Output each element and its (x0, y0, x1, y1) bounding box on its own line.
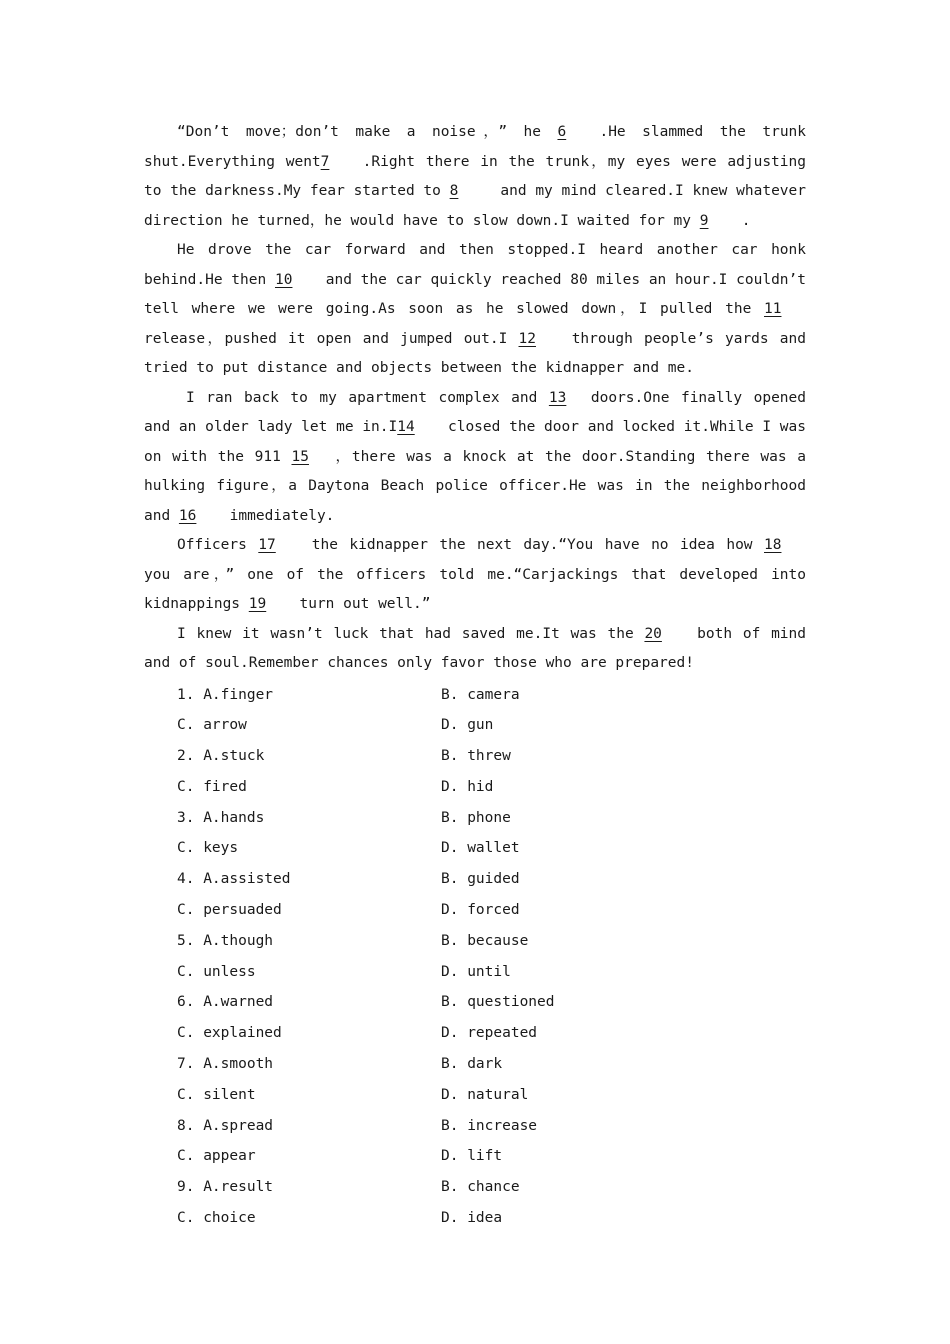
passage-text: turn out well.” (290, 596, 431, 612)
option-left: C. arrow (177, 717, 247, 734)
option-left: C. choice (177, 1210, 256, 1227)
cloze-passage (144, 118, 806, 679)
passage-text: through people’s yards and tried to put distance and objects between the kidnapper and me. (144, 330, 806, 376)
option-left: 7. A.smooth (177, 1056, 274, 1073)
option-row (144, 1172, 806, 1203)
blank-number: 6 (557, 124, 567, 140)
passage-text: .He slammed the trunk shut.Everything went (144, 124, 807, 170)
option-right: D. idea (441, 1210, 503, 1227)
option-left: C. appear (177, 1148, 256, 1165)
option-row (144, 1049, 806, 1080)
passage-text: release，pushed it open and jumped out.I (144, 330, 519, 347)
option-right: D. gun (441, 717, 494, 734)
option-left: 4. A.assisted (177, 871, 291, 888)
option-row (144, 680, 806, 711)
option-row (144, 864, 806, 895)
option-row (144, 1018, 806, 1049)
passage-text: . (741, 212, 751, 229)
option-left: 3. A.hands (177, 809, 265, 826)
passage-paragraph (144, 384, 806, 532)
option-row (144, 741, 806, 772)
blank-number: 12 (518, 330, 536, 347)
option-right: D. hid (441, 778, 494, 795)
blank-number: 14 (397, 419, 415, 435)
blank-number: 13 (548, 389, 567, 406)
passage-paragraph (144, 531, 806, 620)
option-row (144, 957, 806, 988)
option-right: B. threw (441, 748, 511, 765)
passage-text: both of mind and of soul.Remember chances only favor those who are prepared! (144, 625, 806, 671)
option-row (144, 833, 806, 864)
option-left: C. unless (177, 963, 256, 980)
blank-number: 16 (178, 507, 197, 524)
passage-text: immediately. (220, 507, 335, 524)
blank-number: 10 (274, 271, 293, 288)
blank-number: 11 (764, 301, 782, 317)
option-left: 2. A.stuck (177, 748, 265, 765)
blank-number: 8 (449, 183, 459, 199)
passage-text: “Don’t move；don’t make a noise，” he (177, 124, 558, 140)
option-left: C. persuaded (177, 902, 282, 919)
passage-text: doors.One finally opened and an older lady let me in.I (144, 389, 806, 435)
option-right: B. camera (441, 686, 520, 703)
passage-text: ，there was a knock at the door.Standing there was a hulking figure，a Daytona Beach police officer.He was in the neighborhood and (144, 448, 806, 524)
option-right: D. repeated (441, 1025, 538, 1042)
option-row (144, 710, 806, 741)
option-row (144, 926, 806, 957)
option-row (144, 803, 806, 834)
option-left: C. silent (177, 1086, 256, 1103)
passage-text: and my mind cleared.I knew whatever direction he turned，he would have to slow down.I waited for my (144, 183, 806, 229)
option-right: B. because (441, 932, 529, 949)
option-row (144, 772, 806, 803)
blank-number: 7 (320, 153, 330, 170)
option-right: D. natural (441, 1086, 529, 1103)
passage-text: I knew it wasn’t luck that had saved me.It was the (177, 625, 645, 642)
passage-text: the kidnapper the next day.“You have no idea how (300, 537, 764, 553)
blank-number: 19 (248, 596, 267, 612)
option-right: D. wallet (441, 840, 520, 857)
blank-number: 9 (699, 212, 709, 229)
option-right: D. until (441, 963, 511, 980)
option-left: 8. A.spread (177, 1117, 274, 1134)
option-left: 5. A.though (177, 932, 274, 949)
passage-paragraph (144, 236, 806, 384)
passage-text: you are，” one of the officers told me.“Carjackings that developed into kidnappings (144, 566, 806, 612)
passage-text: I ran back to my apartment complex and (186, 389, 549, 406)
blank-number: 20 (644, 625, 662, 642)
option-left: 6. A.warned (177, 994, 274, 1011)
passage-text: closed the door and locked it.While I was on with the 911 (144, 419, 806, 465)
option-row (144, 1080, 806, 1111)
option-row (144, 1111, 806, 1142)
option-right: B. increase (441, 1117, 538, 1134)
option-right: B. questioned (441, 994, 555, 1011)
option-row (144, 1203, 806, 1234)
passage-paragraph (144, 620, 806, 679)
option-right: B. dark (441, 1056, 503, 1073)
passage-text: and the car quickly reached 80 miles an hour.I couldn’t tell where we were going.As soon as he slowed down，I pulled the (144, 271, 806, 317)
passage-paragraph (144, 118, 806, 236)
passage-text: He drove the car forward and then stopped.I heard another car honk behind.He then (144, 242, 806, 288)
option-left: C. explained (177, 1025, 282, 1042)
blank-number: 17 (258, 537, 276, 553)
option-right: D. lift (441, 1148, 503, 1165)
option-right: B. chance (441, 1179, 520, 1196)
blank-number: 15 (291, 448, 309, 465)
option-left: 1. A.finger (177, 686, 274, 703)
option-left: C. keys (177, 840, 239, 857)
option-row (144, 1141, 806, 1172)
option-left: C. fired (177, 778, 247, 795)
blank-number: 18 (764, 537, 782, 553)
option-right: D. forced (441, 902, 520, 919)
answer-options (144, 680, 806, 1234)
passage-text: .Right there in the trunk，my eyes were adjusting to the darkness.My fear started to (144, 153, 806, 199)
option-left: 9. A.result (177, 1179, 274, 1196)
document-page (144, 118, 806, 1234)
option-right: B. guided (441, 871, 520, 888)
option-row (144, 987, 806, 1018)
option-row (144, 895, 806, 926)
passage-text: Officers (177, 537, 259, 553)
option-right: B. phone (441, 809, 511, 826)
